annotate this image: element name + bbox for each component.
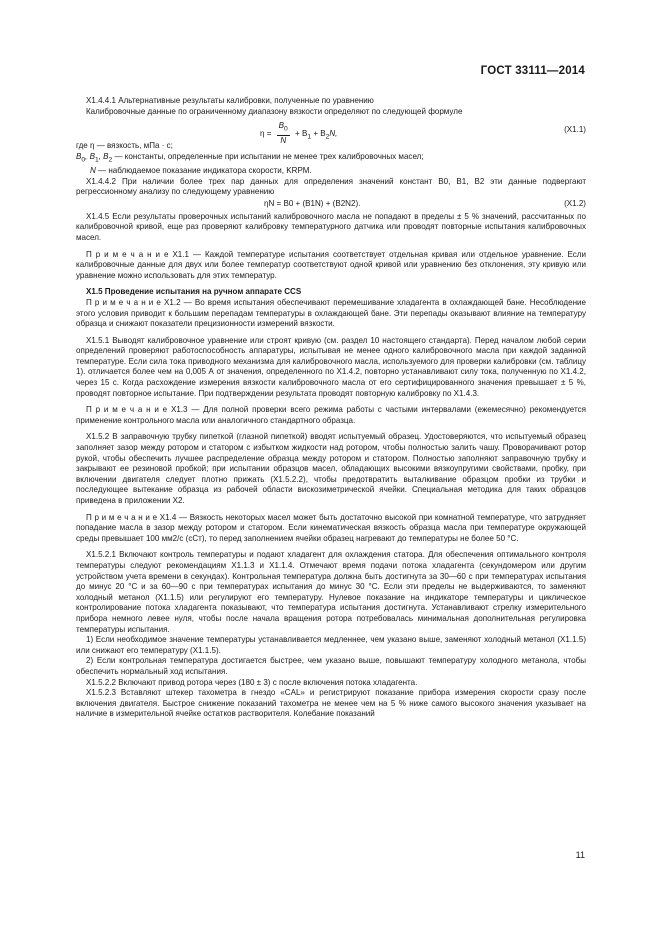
page-content [76, 96, 586, 720]
section-x151: Х1.5.1 Выводят калибровочное уравнение или строят кривую (см. раздел 10 настоящего стандарта). Перед началом любой серии определений проверяют работоспособность аппаратуры, испытывая не менее одного калибровочного масла при каждой заданной температуре. Если сила тока приводного механизма для калибровочного масла, используемого для проверки калибровки (см. таблицу 1). отличается более чем на 0,005 А от значения, определенного по Х1.4.2, повторно устанавливают силу тока, полученную по Х1.4.2, через 15 с. Когда расхождение измерения вязкости калибровочного масла от его сертифицированного значения превышает ± 5 %, проводят повторное испытание. При подтверждении результата проводят повторную калибровку по Х1.4.3. [76, 335, 586, 398]
section-x1441-text: Калибровочные данные по ограниченному диапазону вязкости определяют по следующей формуле [86, 106, 463, 116]
section-x145: Х1.4.5 Если результаты проверочных испытаний калибровочного масла не попадают в пределы ± 5 % значений, рассчитанных по калибровочной кривой, еще раз проверяют калибровку температурного датчика или проводят повторные испытания калибровочных масел. [76, 211, 586, 242]
list-item-2: 2) Если контрольная температура достигается быстрее, чем указано выше, повышают температуру холодного метанола, чтобы обеспечить нормальный ход испытания. [76, 656, 586, 676]
note-x11: П р и м е ч а н и е Х1.1 — Каждой температуре испытания соответствует отдельная кривая или отдельное уравнение. Если калибровочные данные для двух или более температур соответствуют одной кривой или уравнению без отклонения, эту кривую или уравнение можно использовать для этих температур. [76, 249, 586, 280]
section-x1441-title: Х1.4.4.1 Альтернативные результаты калибровки, полученные по уравнению [86, 96, 374, 105]
equation-fraction: $\frac{B_0}{N}$ [278, 121, 288, 146]
equation-x11-body: η = $\frac{B_0}{N}$ + $B_1 + B_2N$, [260, 121, 338, 146]
equation-x12 [76, 198, 586, 212]
section-x15-title: Х1.5 Проведение испытания на ручном аппарате CCS [86, 287, 302, 297]
list-item-1: 1) Если необходимое значение температуры устанавливается медленнее, чем указано выше, заменяют холодный метанол (Х1.1.5) или снижают его температуру (Х1.1.5). [76, 635, 586, 655]
definition-n: N — наблюдаемое показание индикатора скорости, KRPM. [90, 165, 312, 175]
section-x1522: Х1.5.2.2 Включают привод ротора через (180 ± 3) с после включения потока хладагента. [86, 677, 418, 687]
section-x1523: Х1.5.2.3 Вставляют штекер тахометра в гнездо «CAL» и регистрируют показание прибора измерения скорости сразу после включения двигателя. Быстрое снижение показаний тахометра не менее чем на 5 % ниже самого высокого значения указывает на наличие в измерительной ячейке остатков растворителя. Колебание показаний [76, 688, 586, 719]
section-x1521: Х1.5.2.1 Включают контроль температуры и подают хладагент для охлаждения статора. Для обеспечения оптимального контроля температуры следуют рекомендациям Х1.1.3 и Х1.1.4. Отмечают время подачи потока хладагента (секундомером или другим устройством учета времени в секундах). Контрольная температура должна быть достигнута за 30—60 с при температурах испытания до минус 20 °С и за 60—90 с при температурах испытания до минус 30 °С. Если эти пределы не выдерживаются, то заменяют холодный метанол (Х1.1.5) или регулируют его температуру. Нулевое показание на индикаторе температуры и циклическое контролирование потока хладагента показывают, что температура испытания достигнута. Устанавливают стрелку измерительного прибора немного левее нуля, чтобы после начала вращения ротора потребовалась минимальная дополнительная регулировка температуры испытания. [76, 550, 586, 634]
section-x1442: Х1.4.4.2 При наличии более трех пар данных для определения значений констант B0, B1, B2 эти данные подвергают регрессионному анализу по следующему уравнению [76, 176, 586, 197]
note-x14: П р и м е ч а н и е Х1.4 — Вязкость некоторых масел может быть достаточно высокой при комнатной температуре, что затрудняет попадание масла в зазор между ротором и статором. Если кинематическая вязкость образца масла при температуре окружающей среды превышает 100 мм2/с (сСт), то перед заполнением ячейки образец нагревают до температуры не более 50 °С. [76, 512, 586, 543]
equation-x12-number: (Х1.2) [564, 198, 586, 208]
page-number: 11 [575, 850, 585, 860]
section-x152: Х1.5.2 В заправочную трубку пипеткой (глазной пипеткой) вводят испытуемый образец. Удостоверяются, что испытуемый образец заполняет зазор между ротором и статором с избытком жидкости над ротором, чтобы полностью залить чашу. Проворачивают ротор рукой, чтобы обеспечить лучшее распределение образца между ротором и статором. Полностью заполняют заправочную трубку и закрывают ее резиновой пробкой; при испытании образцов масел, обладающих высокими вязкоупругими свойствами, пробку, при включении двигателя следует плотно прижать (Х1.5.2.2), чтобы предотвратить выталкивание образцом пробки из трубки и последующее вытекание образца из рабочей области вискозиметрической ячейки. Специальная методика для таких образцов приведена в приложении Х2. [76, 432, 586, 506]
equation-x12-body: ηN = B0 + (B1N) + (B2N2). [264, 198, 361, 208]
equation-x11-number: (Х1.1) [564, 125, 586, 135]
note-x12: П р и м е ч а н и е Х1.2 — Во время испытания обеспечивают перемешивание хладагента в охлаждающей бане. Несоблюдение этого условия приводит к большим перепадам температуры в охлаждающей бане. Эти перепады оказывают влияние на температуру образца и снижают показатели прецизионности измерений вязкости. [76, 297, 586, 329]
definition-constants: $B_0$, $B_1$, $B_2$ — константы, определенные при испытании не менее трех калибровочных масел; [76, 151, 424, 164]
note-x13: П р и м е ч а н и е Х1.3 — Для полной проверки всего режима работы с частыми интервалами (ежемесячно) рекомендуется применение контрольного масла или аналогичного стандартного образца. [76, 405, 586, 425]
definition-eta: где η — вязкость, мПа · с; [76, 141, 173, 151]
document-id: ГОСТ 33111—2014 [480, 65, 585, 77]
